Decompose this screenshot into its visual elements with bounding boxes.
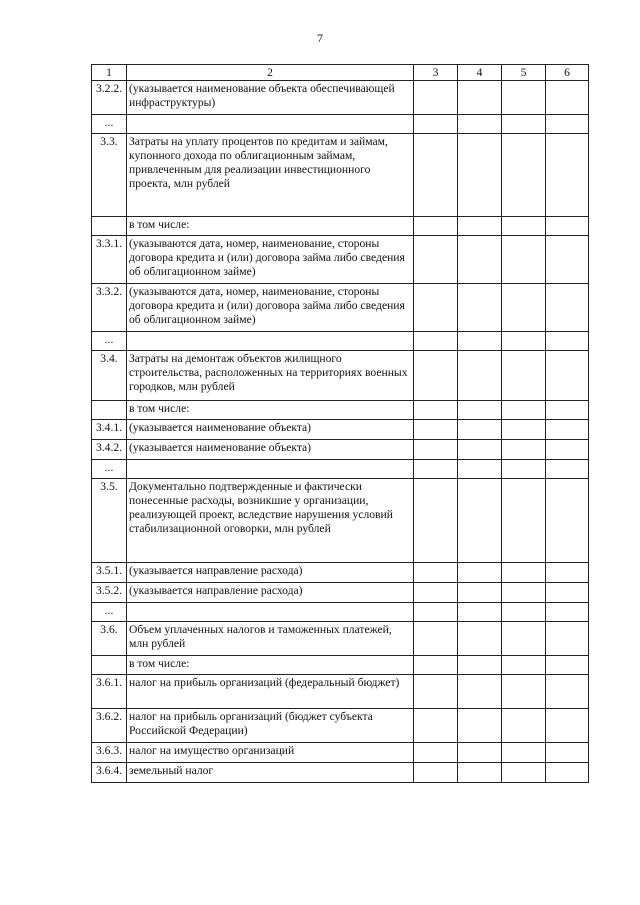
row-number: 3.4.2. xyxy=(92,440,127,460)
value-cell xyxy=(546,81,589,115)
value-cell xyxy=(458,284,502,332)
value-cell xyxy=(458,563,502,583)
value-cell xyxy=(546,743,589,763)
row-number: 3.6.3. xyxy=(92,743,127,763)
row-description: (указываются дата, номер, наименование, стороны договора кредита и (или) договора займа либо сведения об облигационном займе) xyxy=(127,236,414,284)
value-cell xyxy=(546,115,589,134)
value-cell xyxy=(458,763,502,783)
value-cell xyxy=(502,332,546,351)
value-cell xyxy=(546,134,589,217)
row-number: 3.5.1. xyxy=(92,563,127,583)
value-cell xyxy=(458,420,502,440)
value-cell xyxy=(546,217,589,236)
row-description xyxy=(127,332,414,351)
value-cell xyxy=(502,479,546,563)
table-row xyxy=(92,479,589,563)
table-row xyxy=(92,743,589,763)
row-description: (указывается направление расхода) xyxy=(127,563,414,583)
row-description: (указывается наименование объекта) xyxy=(127,420,414,440)
row-description: в том числе: xyxy=(127,656,414,675)
value-cell xyxy=(458,115,502,134)
cost-table xyxy=(91,64,589,783)
table-row xyxy=(92,236,589,284)
row-description: в том числе: xyxy=(127,217,414,236)
header-cell: 3 xyxy=(414,65,458,81)
row-description: в том числе: xyxy=(127,401,414,420)
value-cell xyxy=(502,460,546,479)
value-cell xyxy=(458,479,502,563)
row-number: 3.3. xyxy=(92,134,127,217)
row-number: 3.5.2. xyxy=(92,583,127,603)
value-cell xyxy=(502,134,546,217)
value-cell xyxy=(414,460,458,479)
value-cell xyxy=(414,236,458,284)
value-cell xyxy=(546,332,589,351)
row-number: 3.6.1. xyxy=(92,675,127,709)
row-number: ... xyxy=(92,115,127,134)
row-description: земельный налог xyxy=(127,763,414,783)
header-cell: 2 xyxy=(127,65,414,81)
row-description: (указываются дата, номер, наименование, стороны договора кредита и (или) договора займа либо сведения об облигационном займе) xyxy=(127,284,414,332)
value-cell xyxy=(414,479,458,563)
row-description xyxy=(127,115,414,134)
value-cell xyxy=(458,460,502,479)
row-number xyxy=(92,401,127,420)
value-cell xyxy=(414,217,458,236)
value-cell xyxy=(502,236,546,284)
value-cell xyxy=(502,420,546,440)
value-cell xyxy=(414,656,458,675)
row-number: 3.3.1. xyxy=(92,236,127,284)
table-row xyxy=(92,420,589,440)
table-row xyxy=(92,583,589,603)
table-row xyxy=(92,81,589,115)
value-cell xyxy=(546,622,589,656)
header-cell: 6 xyxy=(546,65,589,81)
table-row xyxy=(92,217,589,236)
value-cell xyxy=(502,351,546,401)
value-cell xyxy=(458,622,502,656)
value-cell xyxy=(502,115,546,134)
value-cell xyxy=(414,743,458,763)
value-cell xyxy=(458,675,502,709)
table-row xyxy=(92,115,589,134)
value-cell xyxy=(414,709,458,743)
value-cell xyxy=(458,743,502,763)
value-cell xyxy=(458,709,502,743)
value-cell xyxy=(502,217,546,236)
table-row xyxy=(92,401,589,420)
value-cell xyxy=(414,115,458,134)
value-cell xyxy=(546,709,589,743)
row-description xyxy=(127,460,414,479)
value-cell xyxy=(414,401,458,420)
row-description: Затраты на демонтаж объектов жилищного строительства, расположенных на территориях военных городков, млн рублей xyxy=(127,351,414,401)
value-cell xyxy=(546,440,589,460)
value-cell xyxy=(502,675,546,709)
table-row xyxy=(92,763,589,783)
table-row xyxy=(92,284,589,332)
value-cell xyxy=(458,236,502,284)
value-cell xyxy=(546,479,589,563)
value-cell xyxy=(458,81,502,115)
value-cell xyxy=(502,440,546,460)
row-number: ... xyxy=(92,460,127,479)
value-cell xyxy=(414,440,458,460)
value-cell xyxy=(546,236,589,284)
value-cell xyxy=(502,284,546,332)
value-cell xyxy=(458,583,502,603)
row-description: налог на прибыль организаций (федеральный бюджет) xyxy=(127,675,414,709)
value-cell xyxy=(458,134,502,217)
row-description: налог на имущество организаций xyxy=(127,743,414,763)
value-cell xyxy=(414,134,458,217)
table-row xyxy=(92,675,589,709)
row-number xyxy=(92,217,127,236)
row-description: Объем уплаченных налогов и таможенных платежей, млн рублей xyxy=(127,622,414,656)
row-number: 3.4.1. xyxy=(92,420,127,440)
value-cell xyxy=(502,603,546,622)
value-cell xyxy=(546,420,589,440)
value-cell xyxy=(546,583,589,603)
value-cell xyxy=(414,332,458,351)
table-row xyxy=(92,622,589,656)
value-cell xyxy=(414,563,458,583)
table-row xyxy=(92,332,589,351)
row-number: 3.3.2. xyxy=(92,284,127,332)
value-cell xyxy=(546,603,589,622)
value-cell xyxy=(414,351,458,401)
value-cell xyxy=(458,332,502,351)
value-cell xyxy=(502,622,546,656)
row-number: 3.6. xyxy=(92,622,127,656)
row-number: 3.4. xyxy=(92,351,127,401)
value-cell xyxy=(458,351,502,401)
header-cell: 1 xyxy=(92,65,127,81)
row-number xyxy=(92,656,127,675)
value-cell xyxy=(414,420,458,440)
row-number: ... xyxy=(92,332,127,351)
table-row xyxy=(92,351,589,401)
value-cell xyxy=(502,743,546,763)
value-cell xyxy=(546,401,589,420)
value-cell xyxy=(458,217,502,236)
page-number: 7 xyxy=(317,31,323,45)
row-number: 3.5. xyxy=(92,479,127,563)
row-description: Затраты на уплату процентов по кредитам и займам, купонного дохода по облигационным займам, привлеченным для реализации инвестиционного проекта, млн рублей xyxy=(127,134,414,217)
row-description: Документально подтвержденные и фактически понесенные расходы, возникшие у организации, реализующей проект, вследствие нарушения условий стабилизационной оговорки, млн рублей xyxy=(127,479,414,563)
value-cell xyxy=(502,81,546,115)
row-description: (указывается наименование объекта) xyxy=(127,440,414,460)
table-row xyxy=(92,440,589,460)
value-cell xyxy=(546,563,589,583)
value-cell xyxy=(502,563,546,583)
row-description: налог на прибыль организаций (бюджет субъекта Российской Федерации) xyxy=(127,709,414,743)
row-description xyxy=(127,603,414,622)
row-description: (указывается наименование объекта обеспечивающей инфраструктуры) xyxy=(127,81,414,115)
value-cell xyxy=(458,401,502,420)
row-description: (указывается направление расхода) xyxy=(127,583,414,603)
value-cell xyxy=(414,675,458,709)
header-cell: 4 xyxy=(458,65,502,81)
value-cell xyxy=(546,656,589,675)
value-cell xyxy=(414,583,458,603)
table-header-row xyxy=(92,65,589,81)
table-row xyxy=(92,563,589,583)
value-cell xyxy=(502,709,546,743)
value-cell xyxy=(546,763,589,783)
table-row xyxy=(92,656,589,675)
value-cell xyxy=(502,401,546,420)
value-cell xyxy=(414,603,458,622)
value-cell xyxy=(546,284,589,332)
value-cell xyxy=(414,763,458,783)
value-cell xyxy=(458,440,502,460)
table-row xyxy=(92,134,589,217)
row-number: ... xyxy=(92,603,127,622)
value-cell xyxy=(414,622,458,656)
row-number: 3.6.2. xyxy=(92,709,127,743)
row-number: 3.2.2. xyxy=(92,81,127,115)
value-cell xyxy=(458,603,502,622)
header-cell: 5 xyxy=(502,65,546,81)
value-cell xyxy=(546,351,589,401)
value-cell xyxy=(458,656,502,675)
value-cell xyxy=(502,583,546,603)
value-cell xyxy=(546,675,589,709)
value-cell xyxy=(414,81,458,115)
value-cell xyxy=(502,763,546,783)
value-cell xyxy=(414,284,458,332)
value-cell xyxy=(546,460,589,479)
table-row xyxy=(92,460,589,479)
row-number: 3.6.4. xyxy=(92,763,127,783)
table-row xyxy=(92,709,589,743)
table-row xyxy=(92,603,589,622)
value-cell xyxy=(502,656,546,675)
